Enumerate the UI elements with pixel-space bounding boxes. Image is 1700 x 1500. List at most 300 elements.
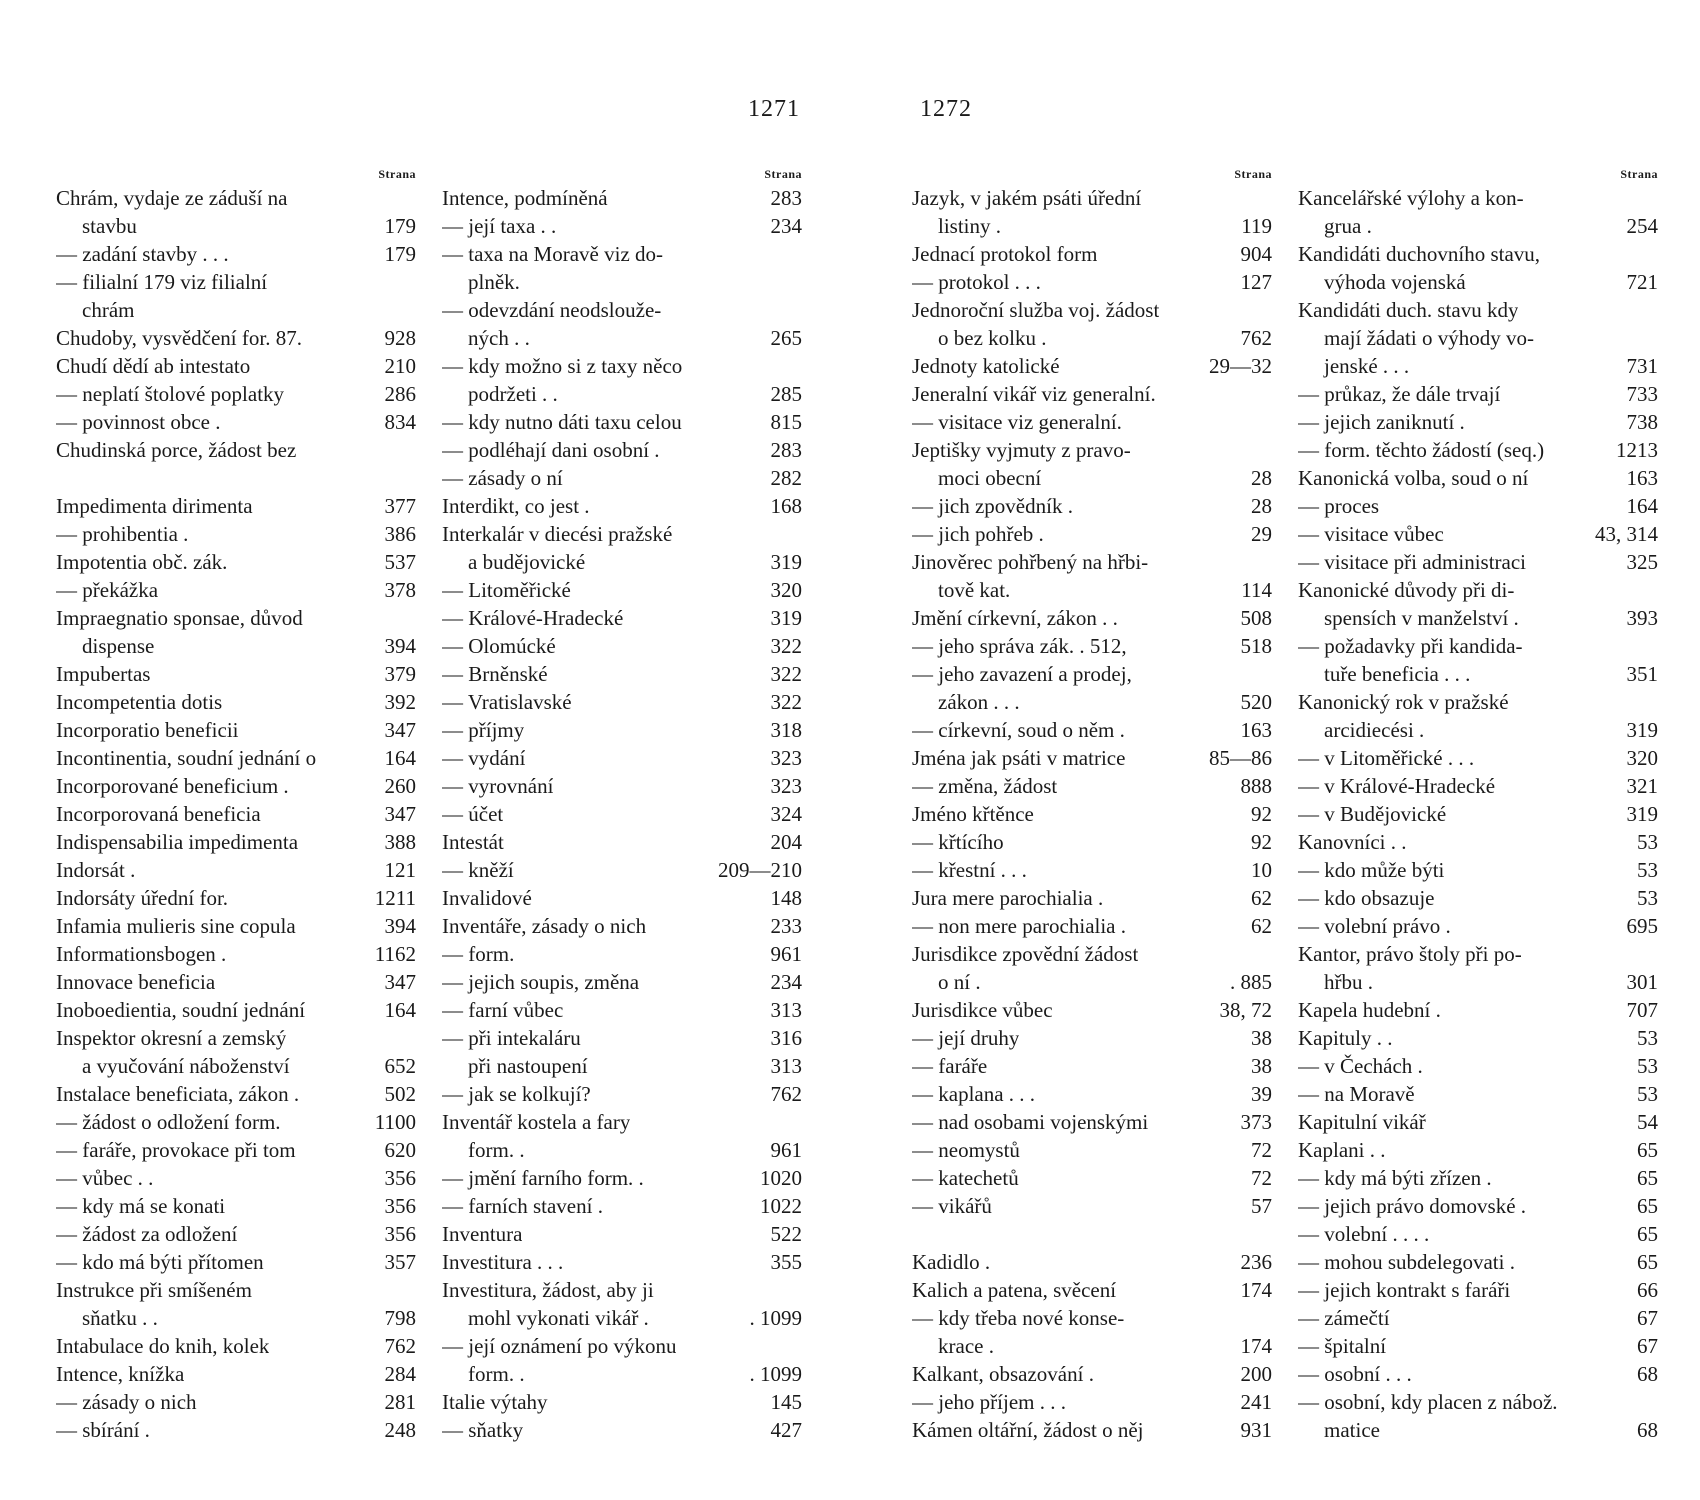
- entry-page: 234: [770, 970, 802, 994]
- entry-term: Inoboedientia, soudní jednání: [56, 998, 306, 1022]
- index-entry: [912, 212, 1272, 240]
- index-entry: [1298, 1332, 1658, 1360]
- entry-term: Impraegnatio sponsae, důvod: [56, 606, 303, 630]
- entry-term: Kanonický rok v pražské: [1298, 690, 1509, 714]
- entry-term: Kalich a patena, svěcení: [912, 1278, 1117, 1302]
- entry-page: 738: [1626, 410, 1658, 434]
- index-entry: [912, 856, 1272, 884]
- entry-term: o ní .: [938, 970, 981, 994]
- index-entry: [1298, 884, 1658, 912]
- entry-term: Chudí dědí ab intestato: [56, 354, 251, 378]
- index-entry: [912, 716, 1272, 744]
- entry-term: — v Králové-Hradecké: [1298, 774, 1496, 798]
- index-entry: [56, 996, 416, 1024]
- index-entry: [56, 184, 416, 212]
- entry-term: Jura mere parochialia .: [912, 886, 1104, 910]
- index-entry: [56, 296, 416, 324]
- entry-term: Kancelářské výlohy a kon-: [1298, 186, 1524, 210]
- entry-page: 707: [1626, 998, 1658, 1022]
- entry-page: 321: [1626, 774, 1658, 798]
- entry-page: 322: [770, 690, 802, 714]
- entry-page: 265: [770, 326, 802, 350]
- entry-term: — visitace vůbec: [1298, 522, 1444, 546]
- index-entry: [442, 940, 802, 968]
- index-entry: [442, 1192, 802, 1220]
- index-entry: [912, 604, 1272, 632]
- entry-page: 502: [384, 1082, 416, 1106]
- index-entry: [912, 352, 1272, 380]
- entry-term: Inventura: [442, 1222, 523, 1246]
- index-entry: [1298, 1276, 1658, 1304]
- entry-term: Kanonická volba, soud o ní: [1298, 466, 1529, 490]
- entry-page: 145: [770, 1390, 802, 1414]
- index-entry: [1298, 296, 1658, 324]
- entry-term: Inventáře, zásady o nich: [442, 914, 647, 938]
- entry-page: 620: [384, 1138, 416, 1162]
- entry-page: 388: [384, 830, 416, 854]
- entry-term: — účet: [442, 802, 504, 826]
- entry-term: arcidiecési .: [1324, 718, 1425, 742]
- entry-page: 163: [1240, 718, 1272, 742]
- entry-page: 316: [770, 1026, 802, 1050]
- entry-page: 209—210: [718, 858, 802, 882]
- index-entry: [912, 800, 1272, 828]
- entry-term: jenské . . .: [1324, 354, 1410, 378]
- index-entry: [1298, 1416, 1658, 1444]
- entry-page: 72: [1251, 1138, 1272, 1162]
- index-entry: [442, 660, 802, 688]
- entry-term: dispense: [82, 634, 155, 658]
- entry-term: — farní vůbec: [442, 998, 564, 1022]
- entry-term: Jurisdikce vůbec: [912, 998, 1053, 1022]
- index-entry: [1298, 1024, 1658, 1052]
- entry-page: 53: [1637, 830, 1658, 854]
- entry-term: — její oznámení po výkonu: [442, 1334, 677, 1358]
- entry-page: 931: [1240, 1418, 1272, 1442]
- entry-page: 301: [1626, 970, 1658, 994]
- entry-page: 815: [770, 410, 802, 434]
- index-entry: [56, 744, 416, 772]
- entry-page: 379: [384, 662, 416, 686]
- entry-term: — Brněnské: [442, 662, 548, 686]
- index-entry: [56, 324, 416, 352]
- index-entry: [56, 716, 416, 744]
- entry-term: Indorsáty úřední for.: [56, 886, 229, 910]
- index-entry: [1298, 184, 1658, 212]
- index-entry: [442, 632, 802, 660]
- index-column-3: [912, 164, 1272, 1444]
- entry-page: 386: [384, 522, 416, 546]
- entry-term: — sňatky: [442, 1418, 524, 1442]
- index-entry: [1298, 1108, 1658, 1136]
- entry-term: Kámen oltářní, žádost o něj: [912, 1418, 1144, 1442]
- entry-page: 324: [770, 802, 802, 826]
- entry-term: — neplatí štolové poplatky: [56, 382, 285, 406]
- entry-term: tuře beneficia . . .: [1324, 662, 1471, 686]
- entry-page: 1100: [374, 1110, 416, 1134]
- entry-term: — jich pohřeb .: [912, 522, 1044, 546]
- entry-term: Inventář kostela a fary: [442, 1110, 631, 1134]
- entry-page: 163: [1626, 466, 1658, 490]
- index-entry: [442, 1388, 802, 1416]
- entry-page: 68: [1637, 1362, 1658, 1386]
- entry-term: Informationsbogen .: [56, 942, 227, 966]
- strana-header: Strana: [1234, 167, 1272, 181]
- index-entry: [442, 604, 802, 632]
- index-entry: [442, 464, 802, 492]
- index-entry: [1298, 1304, 1658, 1332]
- entry-page: 92: [1251, 830, 1272, 854]
- entry-term: Intence, podmíněná: [442, 186, 608, 210]
- entry-page: 285: [770, 382, 802, 406]
- entry-page: 394: [384, 914, 416, 938]
- index-entry: [912, 1416, 1272, 1444]
- entry-term: — filialní 179 viz filialní: [56, 270, 268, 294]
- section-gap: [56, 464, 416, 492]
- entry-term: — žádost o odložení form.: [56, 1110, 281, 1134]
- index-entry: [1298, 1248, 1658, 1276]
- entry-term: — protokol . . .: [912, 270, 1041, 294]
- entry-page: 92: [1251, 802, 1272, 826]
- entry-page: 351: [1626, 662, 1658, 686]
- index-entry: [442, 1332, 802, 1360]
- index-entry: [56, 576, 416, 604]
- index-entry: [56, 632, 416, 660]
- entry-term: Impubertas: [56, 662, 151, 686]
- entry-page: 322: [770, 662, 802, 686]
- index-entry: [912, 884, 1272, 912]
- entry-term: — její taxa . .: [442, 214, 557, 238]
- entry-term: — faráře, provokace při tom: [56, 1138, 296, 1162]
- entry-page: 179: [384, 214, 416, 238]
- index-entry: [442, 1164, 802, 1192]
- index-entry: [912, 1360, 1272, 1388]
- entry-term: — kněží: [442, 858, 514, 882]
- entry-page: 284: [384, 1362, 416, 1386]
- entry-term: — podléhají dani osobní .: [442, 438, 660, 462]
- entry-page: 928: [384, 326, 416, 350]
- entry-term: — Litoměřické: [442, 578, 571, 602]
- index-entry: [56, 968, 416, 996]
- entry-term: — volební právo .: [1298, 914, 1451, 938]
- entry-term: zákon . . .: [938, 690, 1020, 714]
- entry-page: 323: [770, 774, 802, 798]
- entry-term: Kaplani . .: [1298, 1138, 1386, 1162]
- index-entry: [912, 1024, 1272, 1052]
- entry-term: — zadání stavby . . .: [56, 242, 229, 266]
- entry-term: — překážka: [56, 578, 159, 602]
- index-entry: [912, 660, 1272, 688]
- index-entry: [1298, 660, 1658, 688]
- entry-term: — zásady o nich: [56, 1390, 197, 1414]
- page-number-left: 1271: [748, 96, 800, 122]
- index-entry: [442, 912, 802, 940]
- entry-term: matice: [1324, 1418, 1380, 1442]
- entry-term: — požadavky při kandida-: [1298, 634, 1523, 658]
- index-entry: [56, 884, 416, 912]
- entry-term: o bez kolku .: [938, 326, 1047, 350]
- entry-page: 168: [770, 494, 802, 518]
- index-entry: [1298, 604, 1658, 632]
- index-entry: [56, 520, 416, 548]
- entry-term: — v Čechách .: [1298, 1054, 1423, 1078]
- entry-term: Kapituly . .: [1298, 1026, 1393, 1050]
- index-entry: [442, 1136, 802, 1164]
- entry-term: Chudinská porce, žádost bez: [56, 438, 297, 462]
- entry-term: — visitace viz generalní.: [912, 410, 1122, 434]
- entry-term: — kdy nutno dáti taxu celou: [442, 410, 682, 434]
- entry-term: Instalace beneficiata, zákon .: [56, 1082, 300, 1106]
- index-entry: [912, 436, 1272, 464]
- index-entry: [442, 352, 802, 380]
- entry-term: — povinnost obce .: [56, 410, 221, 434]
- entry-page: 200: [1240, 1362, 1272, 1386]
- index-entry: [912, 968, 1272, 996]
- index-entry: [912, 1052, 1272, 1080]
- index-entry: [442, 1108, 802, 1136]
- entry-page: 695: [1626, 914, 1658, 938]
- entry-page: 174: [1240, 1278, 1272, 1302]
- entry-page: 164: [1626, 494, 1658, 518]
- index-entry: [1298, 772, 1658, 800]
- entry-term: — mohou subdelegovati .: [1298, 1250, 1515, 1274]
- entry-term: Indispensabilia impedimenta: [56, 830, 299, 854]
- entry-page: 520: [1240, 690, 1272, 714]
- entry-page: 522: [770, 1222, 802, 1246]
- index-entry: [442, 716, 802, 744]
- index-entry: [912, 744, 1272, 772]
- index-entry: [442, 828, 802, 856]
- index-entry: [56, 1136, 416, 1164]
- index-entry: [56, 940, 416, 968]
- index-entry: [56, 268, 416, 296]
- index-entry: [1298, 464, 1658, 492]
- index-entry: [912, 1192, 1272, 1220]
- entry-term: Incorporované beneficium .: [56, 774, 289, 798]
- index-entry: [912, 688, 1272, 716]
- index-entry: [1298, 940, 1658, 968]
- entry-page: 537: [384, 550, 416, 574]
- entry-page: 85—86: [1209, 746, 1272, 770]
- entry-term: — jejich kontrakt s faráři: [1298, 1278, 1511, 1302]
- entry-page: 356: [384, 1166, 416, 1190]
- entry-term: Invalidové: [442, 886, 532, 910]
- entry-page: 234: [770, 214, 802, 238]
- entry-page: 1022: [760, 1194, 802, 1218]
- index-entry: [442, 212, 802, 240]
- index-entry: [912, 464, 1272, 492]
- entry-page: 248: [384, 1418, 416, 1442]
- entry-page: 286: [384, 382, 416, 406]
- entry-term: moci obecní: [938, 466, 1042, 490]
- index-entry: [56, 492, 416, 520]
- entry-term: Jednoroční služba voj. žádost: [912, 298, 1160, 322]
- index-entry: [56, 772, 416, 800]
- entry-page: 10: [1251, 858, 1272, 882]
- index-entry: [442, 324, 802, 352]
- entry-page: 164: [384, 746, 416, 770]
- entry-page: 394: [384, 634, 416, 658]
- entry-page: 323: [770, 746, 802, 770]
- entry-page: 119: [1241, 214, 1272, 238]
- entry-page: 356: [384, 1194, 416, 1218]
- entry-page: 121: [384, 858, 416, 882]
- index-entry: [1298, 492, 1658, 520]
- index-entries: [1298, 184, 1658, 1444]
- entry-term: výhoda vojenská: [1324, 270, 1466, 294]
- entry-term: — form. těchto žádostí (seq.): [1298, 438, 1545, 462]
- entry-page: 260: [384, 774, 416, 798]
- entry-page: . 1099: [749, 1306, 802, 1330]
- entry-page: 254: [1626, 214, 1658, 238]
- index-entry: [1298, 408, 1658, 436]
- entry-term: krace .: [938, 1334, 994, 1358]
- index-entry: [912, 520, 1272, 548]
- entry-page: 29: [1251, 522, 1272, 546]
- index-entry: [442, 576, 802, 604]
- index-entry: [56, 828, 416, 856]
- entry-term: — jejich právo domovské .: [1298, 1194, 1527, 1218]
- entry-term: — odevzdání neodslouže-: [442, 298, 662, 322]
- entry-page: 164: [384, 998, 416, 1022]
- entry-page: 320: [1626, 746, 1658, 770]
- index-entry: [912, 492, 1272, 520]
- entry-term: Kalkant, obsazování .: [912, 1362, 1094, 1386]
- index-entry: [1298, 996, 1658, 1024]
- entry-page: 53: [1637, 1054, 1658, 1078]
- entry-page: 378: [384, 578, 416, 602]
- entry-page: 322: [770, 634, 802, 658]
- entry-page: 377: [384, 494, 416, 518]
- index-entry: [442, 744, 802, 772]
- entry-term: Jurisdikce zpovědní žádost: [912, 942, 1139, 966]
- entry-term: Interkalár v diecési pražské: [442, 522, 673, 546]
- index-entry: [56, 1276, 416, 1304]
- entry-term: — kdy má býti zřízen .: [1298, 1166, 1492, 1190]
- entry-term: — kdy možno si z taxy něco: [442, 354, 683, 378]
- entry-page: 38: [1251, 1054, 1272, 1078]
- index-entry: [1298, 688, 1658, 716]
- index-entry: [912, 296, 1272, 324]
- entry-term: — sbírání .: [56, 1418, 150, 1442]
- entry-page: 319: [770, 550, 802, 574]
- entry-term: Infamia mulieris sine copula: [56, 914, 296, 938]
- entry-term: Impedimenta dirimenta: [56, 494, 253, 518]
- entry-page: 28: [1251, 466, 1272, 490]
- entry-page: 1213: [1616, 438, 1658, 462]
- index-entry: [56, 240, 416, 268]
- entry-term: Jednací protokol form: [912, 242, 1098, 266]
- entry-page: 66: [1637, 1278, 1658, 1302]
- entry-term: — vůbec . .: [56, 1166, 154, 1190]
- entry-term: plněk.: [468, 270, 520, 294]
- entry-page: 283: [770, 186, 802, 210]
- entry-term: — kdo může býti: [1298, 858, 1445, 882]
- entry-page: 762: [770, 1082, 802, 1106]
- entry-page: 65: [1637, 1194, 1658, 1218]
- index-entry: [1298, 352, 1658, 380]
- index-column-4: [1298, 164, 1658, 1444]
- entry-term: Indorsát .: [56, 858, 136, 882]
- entry-term: a vyučování náboženství: [82, 1054, 290, 1078]
- entry-term: — kdy má se konati: [56, 1194, 226, 1218]
- index-entry: [912, 996, 1272, 1024]
- index-entry: [912, 940, 1272, 968]
- index-entry: [442, 1304, 802, 1332]
- index-entry: [912, 632, 1272, 660]
- entry-page: 65: [1637, 1250, 1658, 1274]
- index-entry: [912, 828, 1272, 856]
- index-column-1: [56, 164, 416, 1444]
- index-entry: [56, 1388, 416, 1416]
- index-entry: [56, 1416, 416, 1444]
- index-entry: [442, 800, 802, 828]
- index-entry: [1298, 1388, 1658, 1416]
- index-entry: [442, 1248, 802, 1276]
- entry-page: 65: [1637, 1138, 1658, 1162]
- entry-page: 762: [384, 1334, 416, 1358]
- entry-term: — žádost za odložení: [56, 1222, 238, 1246]
- entry-term: sňatku . .: [82, 1306, 158, 1330]
- index-entry: [442, 436, 802, 464]
- index-entry: [1298, 968, 1658, 996]
- index-entry: [442, 1052, 802, 1080]
- index-entry: [442, 884, 802, 912]
- entry-term: Jeneralní vikář viz generalní.: [912, 382, 1156, 406]
- index-entry: [442, 380, 802, 408]
- index-entry: [1298, 828, 1658, 856]
- index-entry: [1298, 856, 1658, 884]
- entry-page: . 885: [1230, 970, 1272, 994]
- entry-page: 62: [1251, 914, 1272, 938]
- entry-term: — neomystů: [912, 1138, 1020, 1162]
- index-entry: [56, 1024, 416, 1052]
- entry-term: — špitalní: [1298, 1334, 1387, 1358]
- entry-page: 62: [1251, 886, 1272, 910]
- index-entry: [912, 1080, 1272, 1108]
- index-entry: [442, 968, 802, 996]
- entry-term: — form.: [442, 942, 515, 966]
- entry-term: Kapela hudební .: [1298, 998, 1441, 1022]
- index-entry: [1298, 1360, 1658, 1388]
- index-entry: [912, 1164, 1272, 1192]
- entry-term: spensích v manželství .: [1324, 606, 1519, 630]
- index-entry: [442, 268, 802, 296]
- entry-term: stavbu: [82, 214, 137, 238]
- entry-term: — Vratislavské: [442, 690, 572, 714]
- entry-term: — vyrovnání: [442, 774, 554, 798]
- entry-page: 347: [384, 718, 416, 742]
- index-entry: [56, 1108, 416, 1136]
- strana-header: Strana: [1620, 167, 1658, 181]
- index-entry: [442, 1276, 802, 1304]
- entry-page: 241: [1240, 1390, 1272, 1414]
- entry-term: form. .: [468, 1138, 525, 1162]
- index-entry: [56, 1360, 416, 1388]
- index-entry: [1298, 380, 1658, 408]
- entry-term: Kapitulní vikář: [1298, 1110, 1426, 1134]
- entry-page: 313: [770, 1054, 802, 1078]
- index-entry: [442, 1080, 802, 1108]
- entry-term: Italie výtahy: [442, 1390, 548, 1414]
- index-entry: [912, 1388, 1272, 1416]
- entry-term: Intabulace do knih, kolek: [56, 1334, 270, 1358]
- entry-page: 281: [384, 1390, 416, 1414]
- entry-term: při nastoupení: [468, 1054, 588, 1078]
- entry-page: 721: [1626, 270, 1658, 294]
- entry-term: — na Moravě: [1298, 1082, 1415, 1106]
- entry-term: — faráře: [912, 1054, 988, 1078]
